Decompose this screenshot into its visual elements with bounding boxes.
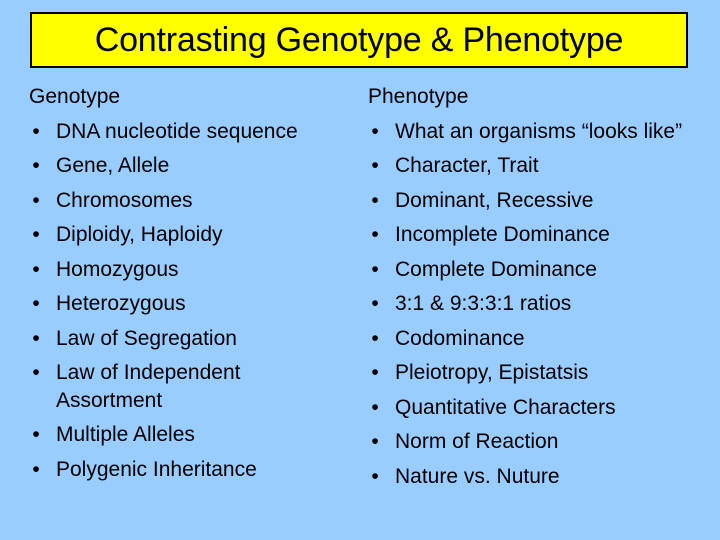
phenotype-item-text: Pleiotropy, Epistatsis xyxy=(395,361,589,384)
bullet-icon: • xyxy=(371,361,379,384)
phenotype-item-text: Dominant, Recessive xyxy=(395,188,594,212)
genotype-item-text: Diploidy, Haploidy xyxy=(56,223,223,246)
phenotype-list xyxy=(368,115,713,495)
phenotype-item xyxy=(368,356,713,391)
phenotype-item xyxy=(368,184,713,219)
genotype-item xyxy=(29,418,349,453)
genotype-item-text: Homozygous xyxy=(56,257,179,281)
genotype-item xyxy=(29,115,349,150)
phenotype-item xyxy=(368,287,713,322)
bullet-icon: • xyxy=(371,326,379,350)
genotype-heading: Genotype xyxy=(29,85,121,108)
bullet-icon: • xyxy=(32,361,40,384)
bullet-icon: • xyxy=(371,464,379,488)
bullet-icon: • xyxy=(371,430,379,453)
genotype-item xyxy=(29,218,349,253)
title-box xyxy=(30,12,688,68)
phenotype-item-text: What an organisms “looks like” xyxy=(395,119,683,143)
genotype-item xyxy=(29,149,349,184)
phenotype-item xyxy=(368,322,713,357)
bullet-icon: • xyxy=(371,119,379,143)
phenotype-item xyxy=(368,460,713,495)
bullet-icon: • xyxy=(371,257,379,281)
phenotype-item-text: Incomplete Dominance xyxy=(395,223,610,246)
phenotype-item xyxy=(368,253,713,288)
bullet-icon: • xyxy=(32,154,40,177)
genotype-list xyxy=(29,115,349,488)
bullet-icon: • xyxy=(32,423,40,446)
bullet-icon: • xyxy=(32,223,40,246)
genotype-item xyxy=(29,453,349,488)
phenotype-column xyxy=(368,80,713,494)
genotype-item-text: DNA nucleotide sequence xyxy=(56,119,298,143)
genotype-item xyxy=(29,356,296,418)
genotype-item xyxy=(29,322,349,357)
phenotype-heading: Phenotype xyxy=(368,85,469,108)
phenotype-item xyxy=(368,218,713,253)
phenotype-item-text: Norm of Reaction xyxy=(395,430,559,453)
phenotype-item xyxy=(368,391,713,426)
phenotype-item-text: Character, Trait xyxy=(395,154,539,177)
bullet-icon: • xyxy=(371,154,379,177)
bullet-icon: • xyxy=(371,188,379,212)
genotype-item-text: Chromosomes xyxy=(56,188,193,212)
genotype-column xyxy=(29,80,349,487)
bullet-icon: • xyxy=(32,326,40,350)
genotype-item-text: Law of Independent Assortment xyxy=(56,361,241,412)
genotype-item-text: Multiple Alleles xyxy=(56,423,195,446)
genotype-item-text: Gene, Allele xyxy=(56,154,170,177)
bullet-icon: • xyxy=(371,395,379,419)
phenotype-item-text: Quantitative Characters xyxy=(395,395,616,419)
bullet-icon: • xyxy=(32,257,40,281)
genotype-item xyxy=(29,253,349,288)
bullet-icon: • xyxy=(371,223,379,246)
genotype-item-text: Heterozygous xyxy=(56,292,186,315)
phenotype-item xyxy=(368,115,713,150)
phenotype-item xyxy=(368,149,713,184)
genotype-item-text: Polygenic Inheritance xyxy=(56,457,257,481)
genotype-item-text: Law of Segregation xyxy=(56,326,237,350)
bullet-icon: • xyxy=(32,119,40,143)
bullet-icon: • xyxy=(32,292,40,315)
genotype-item xyxy=(29,287,349,322)
phenotype-item-text: Complete Dominance xyxy=(395,257,597,281)
phenotype-item-text: Nature vs. Nuture xyxy=(395,464,560,488)
genotype-item xyxy=(29,184,349,219)
bullet-icon: • xyxy=(32,457,40,481)
phenotype-item-text: 3:1 & 9:3:3:1 ratios xyxy=(395,292,572,315)
bullet-icon: • xyxy=(32,188,40,212)
phenotype-item-text: Codominance xyxy=(395,326,525,350)
phenotype-item xyxy=(368,425,713,460)
bullet-icon: • xyxy=(371,292,379,315)
slide-title: Contrasting Genotype & Phenotype xyxy=(94,21,624,59)
